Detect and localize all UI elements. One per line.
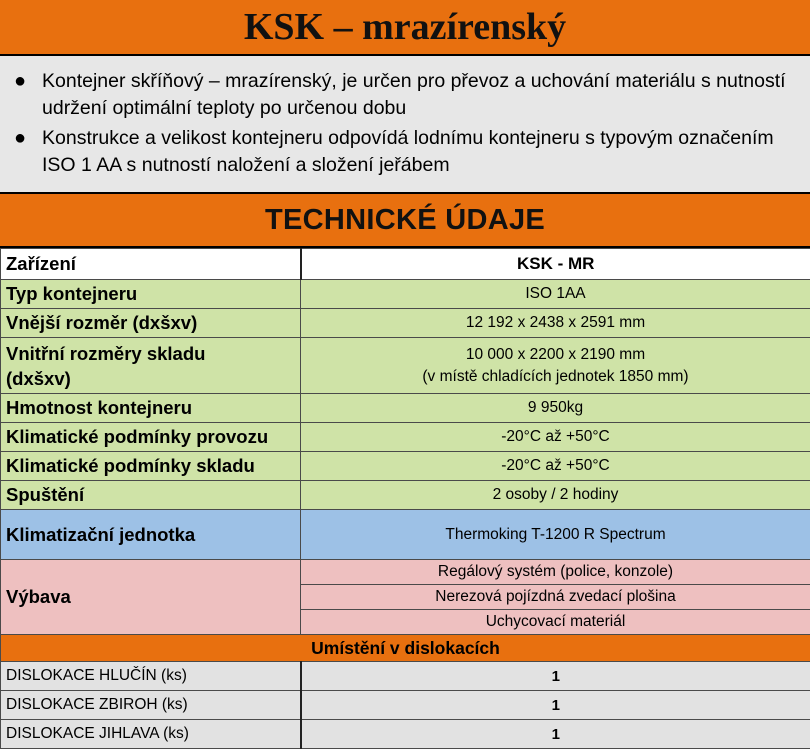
location-count: 1 [301, 720, 810, 749]
intro-bullet-text: Konstrukce a velikost kontejneru odpovídá lodnímu kontejneru s typovým označením ISO 1 AA s nutností naložení a složení jeřábem [42, 125, 790, 179]
row-label-line: (dxšxv) [6, 366, 300, 391]
table-row [1, 662, 810, 691]
table-row [1, 720, 810, 749]
row-value: ISO 1AA [301, 280, 810, 309]
row-label [1, 338, 301, 394]
header-label: Zařízení [1, 249, 301, 280]
row-value: -20°C až +50°C [301, 423, 810, 452]
table-row [1, 338, 810, 394]
row-value-line: 10 000 x 2200 x 2190 mm [301, 344, 810, 366]
spec-table [0, 248, 810, 749]
header-value: KSK - MR [301, 249, 810, 280]
climate-label: Klimatizační jednotka [1, 510, 301, 560]
equipment-item: Regálový systém (police, konzole) [301, 560, 810, 585]
location-label: DISLOKACE HLUČÍN (ks) [1, 662, 301, 691]
table-row [1, 423, 810, 452]
row-label: Spuštění [1, 481, 301, 510]
equipment-item: Uchycovací materiál [301, 610, 810, 635]
row-label-line: Vnitřní rozměry skladu [6, 341, 300, 366]
row-label: Klimatické podmínky provozu [1, 423, 301, 452]
equipment-item: Nerezová pojízdná zvedací plošina [301, 585, 810, 610]
row-value-line: (v místě chladících jednotek 1850 mm) [301, 366, 810, 388]
location-count: 1 [301, 662, 810, 691]
intro-section [0, 56, 810, 192]
equipment-row [1, 560, 810, 585]
locations-title: Umístění v dislokacích [1, 635, 810, 662]
climate-value: Thermoking T-1200 R Spectrum [301, 510, 810, 560]
table-header-row [1, 249, 810, 280]
row-value [301, 338, 810, 394]
table-row [1, 691, 810, 720]
location-label: DISLOKACE ZBIROH (ks) [1, 691, 301, 720]
row-value: -20°C až +50°C [301, 452, 810, 481]
row-value: 9 950kg [301, 394, 810, 423]
intro-bullet [14, 68, 790, 122]
row-value: 12 192 x 2438 x 2591 mm [301, 309, 810, 338]
bullet-dot-icon: ● [14, 68, 42, 122]
locations-header-row [1, 635, 810, 662]
row-label: Klimatické podmínky skladu [1, 452, 301, 481]
table-row [1, 309, 810, 338]
title-banner [0, 0, 810, 56]
table-row [1, 452, 810, 481]
section-banner [0, 192, 810, 248]
page-title: KSK – mrazírenský [244, 5, 566, 49]
location-count: 1 [301, 691, 810, 720]
intro-bullet [14, 125, 790, 179]
intro-bullet-text: Kontejner skříňový – mrazírenský, je určen pro převoz a uchování materiálu s nutností udržení optimální teploty po určenou dobu [42, 68, 790, 122]
row-label: Hmotnost kontejneru [1, 394, 301, 423]
section-title: TECHNICKÉ ÚDAJE [265, 204, 545, 237]
row-label: Typ kontejneru [1, 280, 301, 309]
row-value: 2 osoby / 2 hodiny [301, 481, 810, 510]
bullet-dot-icon: ● [14, 125, 42, 179]
climate-row [1, 510, 810, 560]
row-label: Vnější rozměr (dxšxv) [1, 309, 301, 338]
table-row [1, 394, 810, 423]
table-row [1, 280, 810, 309]
table-row [1, 481, 810, 510]
location-label: DISLOKACE JIHLAVA (ks) [1, 720, 301, 749]
equipment-label: Výbava [1, 560, 301, 635]
